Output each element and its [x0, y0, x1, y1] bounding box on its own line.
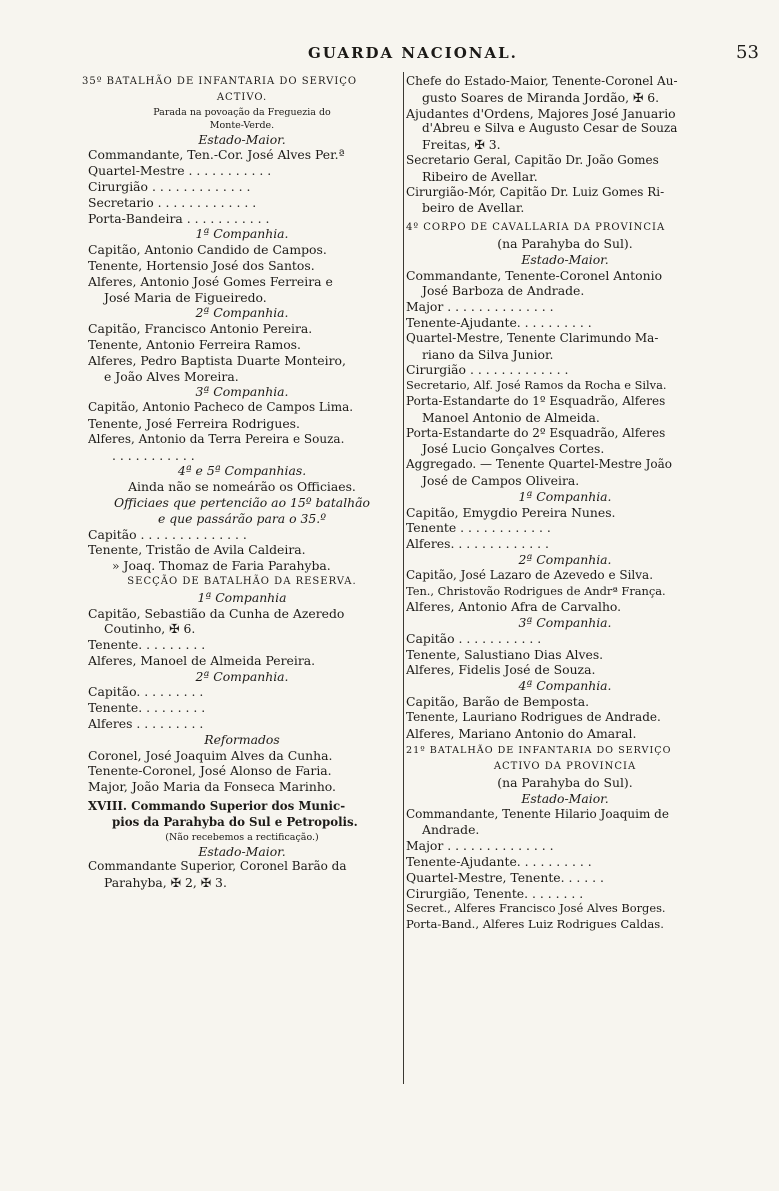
text-line: Tenente-Ajudante. . . . . . . . . . — [406, 854, 592, 870]
text-line: Tenente. . . . . . . . . — [88, 700, 206, 716]
text-line: Cirurgião, Tenente. . . . . . . . — [406, 885, 584, 901]
text-line: riano da Silva Junior. — [422, 346, 554, 362]
text-line: d'Abreu e Silva e Augusto Cesar de Souza — [422, 121, 678, 136]
text-line: Commandante Superior, Coronel Barão da — [88, 859, 347, 874]
battalion-heading-cont: ACTIVO. — [216, 91, 268, 103]
text-line: Porta-Band., Alferes Luiz Rodrigues Caldas. — [406, 917, 664, 932]
text-line: beiro de Avellar. — [422, 200, 525, 216]
text-line: Freitas, ✠ 3. — [422, 137, 501, 153]
parade-location: Parada na povoação da Freguezia do — [153, 106, 331, 118]
text-line: Major . . . . . . . . . . . . . . — [406, 838, 554, 854]
text-line: Alferes . . . . . . . . . — [88, 716, 204, 732]
text-line: Parahyba, ✠ 2, ✠ 3. — [104, 875, 227, 891]
text-line: Ribeiro de Avellar. — [422, 168, 538, 184]
text-line: Quartel-Mestre, Tenente Clarimundo Ma- — [406, 330, 659, 345]
text-line: Porta-Estandarte do 1º Esquadrão, Alferes — [406, 393, 666, 408]
text-line: Tenente . . . . . . . . . . . . — [406, 520, 551, 536]
text-line: e João Alves Moreira. — [104, 368, 239, 384]
text-line: Ajudantes d'Ordens, Majores José Januario — [406, 105, 676, 121]
text-line: Major, João Maria da Fonseca Marinho. — [88, 779, 336, 795]
text-line: Secret., Alferes Francisco José Alves Borges. — [406, 901, 666, 916]
rectification-note: (Não recebemos a rectificação.) — [165, 831, 319, 843]
text-line: José Maria de Figueiredo. — [104, 289, 267, 305]
column-divider — [403, 72, 404, 1084]
text-line: Commandante, Ten.-Cor. José Alves Per.ª — [88, 147, 345, 163]
note-line: e que passárão para o 35.º — [157, 510, 327, 526]
text-line: Quartel-Mestre . . . . . . . . . . . — [88, 163, 272, 179]
text-line: Quartel-Mestre, Tenente. . . . . . — [406, 869, 604, 885]
section-title: 4ª e 5ª Companhias. — [177, 463, 307, 479]
text-line: Tenente, Lauriano Rodrigues de Andrade. — [406, 709, 661, 724]
text-line: Tenente, Hortensio José dos Santos. — [88, 257, 315, 273]
section-title: 2ª Companhia. — [195, 668, 289, 684]
command-heading: XVIII. Commando Superior dos Munic- — [88, 799, 346, 814]
running-title: GUARDA NACIONAL. — [308, 44, 518, 62]
section-title: Reformados — [204, 731, 280, 747]
text-line: Tenente. . . . . . . . . — [88, 637, 206, 653]
section-title: Estado-Maior. — [198, 843, 286, 859]
page-header — [0, 44, 779, 66]
text-line: Porta-Bandeira . . . . . . . . . . . — [88, 210, 270, 226]
text-line: Coronel, José Joaquim Alves da Cunha. — [88, 747, 333, 763]
section-title: 2ª Companhia. — [195, 305, 289, 321]
text-line: Secretario . . . . . . . . . . . . . — [88, 194, 257, 210]
text-line: Capitão, José Lazaro de Azevedo e Silva. — [406, 567, 654, 582]
text-line: Alferes, Antonio da Terra Pereira e Souza. — [88, 431, 345, 446]
section-title: Estado-Maior. — [521, 251, 609, 267]
left-column — [82, 74, 396, 891]
text-line: Capitão, Francisco Antonio Pereira. — [88, 321, 313, 337]
text-line: Capitão, Emygdio Pereira Nunes. — [406, 504, 616, 520]
text-line: Aggregado. — Tenente Quartel-Mestre João — [406, 457, 673, 472]
battalion-heading: 35º BATALHÃO DE INFANTARIA DO SERVIÇO — [82, 76, 358, 87]
page-number: 53 — [736, 42, 759, 63]
section-title: 1ª Companhia. — [518, 488, 612, 504]
text-line: José Barboza de Andrade. — [422, 283, 585, 299]
text-line: Ainda não se nomeárão os Officiaes. — [128, 479, 356, 495]
text-line: Chefe do Estado-Maior, Tenente-Coronel Au- — [406, 74, 678, 88]
section-title: 3ª Companhia. — [195, 384, 289, 400]
text-line: gusto Soares de Miranda Jordão, ✠ 6. — [422, 89, 660, 105]
text-line: Cirurgião-Mór, Capitão Dr. Luiz Gomes Ri- — [406, 184, 665, 199]
text-line: Major . . . . . . . . . . . . . . — [406, 299, 554, 315]
note-line: Officiaes que pertencião ao 15º batalhão — [114, 494, 370, 510]
section-title: Estado-Maior. — [521, 790, 609, 806]
text-line: » Joaq. Thomaz de Faria Parahyba. — [112, 558, 331, 574]
command-heading-cont: pios da Parahyba do Sul e Petropolis. — [112, 814, 358, 829]
text-line: Secretario Geral, Capitão Dr. João Gomes — [406, 152, 659, 167]
section-title: 1ª Companhia — [197, 589, 287, 605]
section-title: 2ª Companhia. — [518, 551, 612, 567]
battalion-heading-cont: ACTIVO DA PROVINCIA — [493, 761, 637, 773]
parade-location-cont: Monte-Verde. — [209, 119, 275, 131]
right-column — [406, 74, 724, 933]
section-title: 3ª Companhia. — [518, 615, 612, 631]
text-line: Ten., Christovão Rodrigues de Andrª França. — [406, 583, 666, 598]
text-line: Capitão . . . . . . . . . . . . . . — [88, 526, 247, 542]
text-line: Tenente, Salustiano Dias Alves. — [406, 646, 604, 662]
corps-location: (na Parahyba do Sul). — [497, 235, 633, 251]
corps-heading: 4º CORPO DE CAVALLARIA DA PROVINCIA — [406, 222, 666, 234]
section-title: Estado-Maior. — [198, 131, 286, 147]
text-line: Alferes, Mariano Antonio do Amaral. — [406, 725, 637, 741]
section-title: 4ª Companhia. — [518, 678, 612, 694]
text-line: José Lucio Gonçalves Cortes. — [422, 441, 605, 457]
section-title: 1ª Companhia. — [195, 226, 289, 242]
dotted-separator: . . . . . . . . . . . — [112, 447, 195, 463]
text-line: Capitão . . . . . . . . . . . — [406, 630, 542, 646]
text-line: Coutinho, ✠ 6. — [104, 621, 196, 637]
text-line: Tenente, Tristão de Avila Caldeira. — [88, 542, 306, 558]
text-line: Alferes, Pedro Baptista Duarte Monteiro, — [88, 352, 346, 368]
battalion-heading: 21º BATALHÃO DE INFANTARIA DO SERVIÇO — [406, 745, 672, 757]
text-line: Alferes. . . . . . . . . . . . . — [406, 536, 549, 552]
text-line: Alferes, Fidelis José de Souza. — [406, 662, 596, 678]
text-line: Commandante, Tenente-Coronel Antonio — [406, 267, 663, 283]
text-line: Alferes, Antonio Afra de Carvalho. — [406, 599, 622, 615]
text-line: Tenente-Coronel, José Alonso de Faria. — [88, 763, 332, 779]
text-line: Porta-Estandarte do 2º Esquadrão, Alferes — [406, 425, 666, 440]
text-line: Tenente, Antonio Ferreira Ramos. — [88, 336, 301, 352]
text-line: Andrade. — [422, 822, 480, 838]
battalion-location: (na Parahyba do Sul). — [497, 775, 633, 791]
text-line: José de Campos Oliveira. — [422, 472, 580, 488]
text-line: Tenente-Ajudante. . . . . . . . . . — [406, 314, 592, 330]
text-line: Capitão, Barão de Bemposta. — [406, 694, 590, 710]
text-line: Capitão, Antonio Candido de Campos. — [88, 242, 327, 258]
text-line: Capitão, Antonio Pacheco de Campos Lima. — [88, 400, 354, 415]
text-line: Capitão, Sebastião da Cunha de Azeredo — [88, 605, 345, 621]
text-line: Alferes, Antonio José Gomes Ferreira e — [88, 273, 333, 289]
section-heading: SECÇÃO DE BATALHÃO DA RESERVA. — [127, 575, 357, 587]
text-line: Alferes, Manoel de Almeida Pereira. — [88, 652, 316, 668]
text-line: Capitão. . . . . . . . . — [88, 684, 204, 700]
text-line: Tenente, José Ferreira Rodrigues. — [88, 415, 300, 431]
text-line: Commandante, Tenente Hilario Joaquim de — [406, 806, 669, 821]
text-line: Cirurgião . . . . . . . . . . . . . — [406, 362, 569, 378]
text-line: Secretario, Alf. José Ramos da Rocha e Silva. — [406, 378, 667, 393]
text-line: Manoel Antonio de Almeida. — [422, 409, 600, 425]
text-line: Cirurgião . . . . . . . . . . . . . — [88, 178, 251, 194]
